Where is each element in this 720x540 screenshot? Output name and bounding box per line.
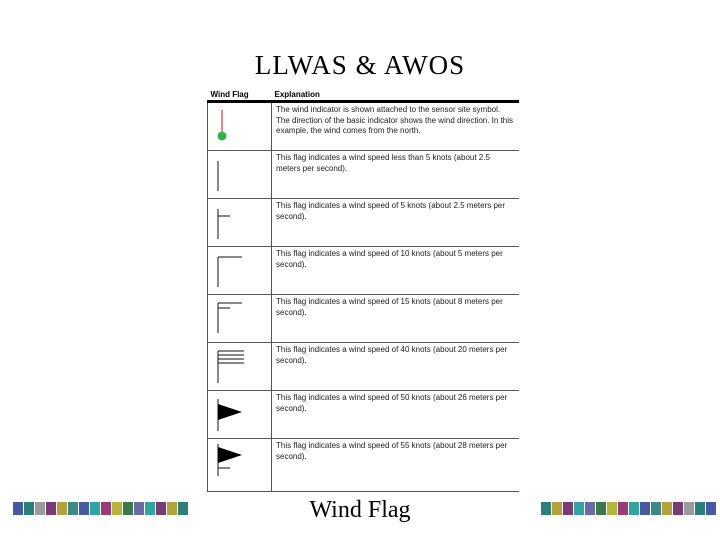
- decorative-square: [596, 502, 606, 515]
- decorative-square: [673, 502, 683, 515]
- sensor-site-flag-icon: [208, 102, 272, 151]
- row-explanation: This flag indicates a wind speed of 15 knots (about 8 meters per second).: [272, 295, 520, 343]
- ten-knot-flag-icon: [208, 247, 272, 295]
- decorative-square: [651, 502, 661, 515]
- table-row: [208, 295, 520, 343]
- decorative-square: [662, 502, 672, 515]
- decorative-square: [618, 502, 628, 515]
- forty-knot-flag-icon: [208, 343, 272, 391]
- fifteen-knot-flag-icon: [208, 295, 272, 343]
- wind-flag-table: [207, 88, 519, 492]
- decorative-square: [607, 502, 617, 515]
- decorative-square: [640, 502, 650, 515]
- five-knot-flag-icon: [208, 199, 272, 247]
- decorative-square: [629, 502, 639, 515]
- row-explanation: This flag indicates a wind speed of 55 knots (about 28 meters per second).: [272, 439, 520, 492]
- row-explanation: This flag indicates a wind speed of 5 knots (about 2.5 meters per second).: [272, 199, 520, 247]
- slide-caption: Wind Flag: [309, 497, 411, 523]
- header-explanation: Explanation: [272, 88, 520, 102]
- table-header-row: [208, 88, 520, 102]
- decorative-square: [695, 502, 705, 515]
- table-row: [208, 102, 520, 151]
- table-row: [208, 151, 520, 199]
- row-explanation: This flag indicates a wind speed less than 5 knots (about 2.5 meters per second).: [272, 151, 520, 199]
- wind-flag-table-image: [207, 88, 519, 486]
- decorative-square: [563, 502, 573, 515]
- row-explanation: The wind indicator is shown attached to the sensor site symbol. The direction of the basic indicator shows the wind direction. In this example, the wind comes from the north.: [272, 102, 520, 151]
- calm-wind-flag-icon: [208, 151, 272, 199]
- table-row: [208, 343, 520, 391]
- decorative-square: [541, 502, 551, 515]
- decorative-square: [706, 502, 716, 515]
- table-row: [208, 439, 520, 492]
- decorative-square: [684, 502, 694, 515]
- decorative-square: [574, 502, 584, 515]
- header-wind-flag: Wind Flag: [208, 88, 272, 102]
- decorative-square: [585, 502, 595, 515]
- table-row: [208, 199, 520, 247]
- fifty-knot-flag-icon: [208, 391, 272, 439]
- decorative-color-bar-right: [541, 502, 717, 515]
- row-explanation: This flag indicates a wind speed of 40 knots (about 20 meters per second).: [272, 343, 520, 391]
- table-row: [208, 247, 520, 295]
- decorative-square: [552, 502, 562, 515]
- slide-title: LLWAS & AWOS: [254, 50, 466, 80]
- table-row: [208, 391, 520, 439]
- row-explanation: This flag indicates a wind speed of 10 knots (about 5 meters per second).: [272, 247, 520, 295]
- row-explanation: This flag indicates a wind speed of 50 knots (about 26 meters per second).: [272, 391, 520, 439]
- fifty-five-knot-flag-icon: [208, 439, 272, 492]
